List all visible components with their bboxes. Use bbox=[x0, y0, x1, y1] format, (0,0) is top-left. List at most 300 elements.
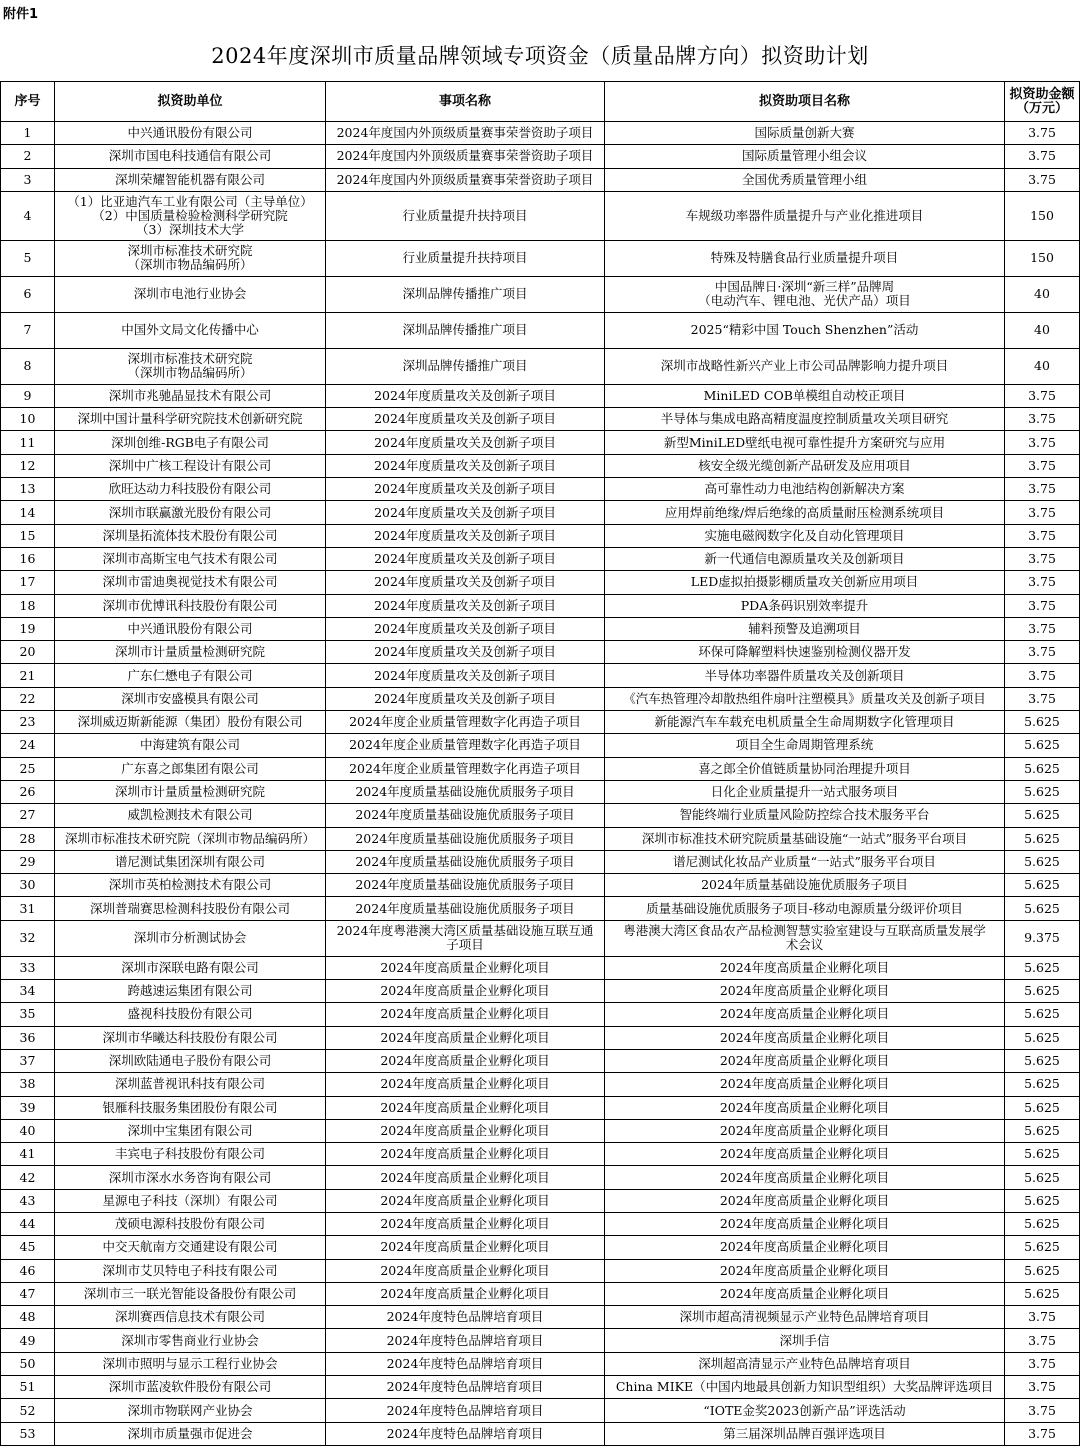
row-project: 2025“精彩中国 Touch Shenzhen”活动 bbox=[605, 312, 1005, 348]
row-unit: 中兴通讯股份有限公司 bbox=[55, 617, 326, 640]
row-item: 2024年度企业质量管理数字化再造子项目 bbox=[326, 757, 605, 780]
row-item: 2024年度特色品牌培育项目 bbox=[326, 1399, 605, 1422]
row-amount: 5.625 bbox=[1005, 1096, 1080, 1119]
row-project: LED虚拟拍摄影棚质量攻关创新应用项目 bbox=[605, 571, 1005, 594]
row-item: 2024年度质量基础设施优质服务子项目 bbox=[326, 804, 605, 827]
table-row bbox=[1, 431, 1080, 454]
table-row bbox=[1, 191, 1080, 240]
attachment-label: 附件1 bbox=[3, 7, 39, 22]
row-unit: 深圳市三一联光智能设备股份有限公司 bbox=[55, 1282, 326, 1305]
row-item: 2024年度高质量企业孵化项目 bbox=[326, 980, 605, 1003]
row-item: 2024年度特色品牌培育项目 bbox=[326, 1329, 605, 1352]
row-unit: （1）比亚迪汽车工业有限公司（主导单位） （2）中国质量检验检测科学研究院 （3）深圳技术大学 bbox=[55, 191, 326, 240]
table-row bbox=[1, 1119, 1080, 1142]
row-project: 项目全生命周期管理系统 bbox=[605, 734, 1005, 757]
row-unit: 中兴通讯股份有限公司 bbox=[55, 122, 326, 145]
row-project: 全国优秀质量管理小组 bbox=[605, 168, 1005, 191]
row-project: 2024年度高质量企业孵化项目 bbox=[605, 956, 1005, 979]
row-project: 半导体功率器件质量攻关及创新项目 bbox=[605, 664, 1005, 687]
row-project: 国际质量管理小组会议 bbox=[605, 145, 1005, 168]
row-unit: 深圳市优博讯科技股份有限公司 bbox=[55, 594, 326, 617]
row-project: PDA条码识别效率提升 bbox=[605, 594, 1005, 617]
row-amount: 3.75 bbox=[1005, 1306, 1080, 1329]
row-item: 2024年度国内外顶级质量赛事荣誉资助子项目 bbox=[326, 145, 605, 168]
row-seq: 7 bbox=[1, 312, 55, 348]
row-amount: 5.625 bbox=[1005, 1282, 1080, 1305]
table-row bbox=[1, 711, 1080, 734]
row-seq: 23 bbox=[1, 711, 55, 734]
row-item: 2024年度国内外顶级质量赛事荣誉资助子项目 bbox=[326, 122, 605, 145]
row-item: 行业质量提升扶持项目 bbox=[326, 191, 605, 240]
row-seq: 52 bbox=[1, 1399, 55, 1422]
row-item: 深圳品牌传播推广项目 bbox=[326, 312, 605, 348]
row-amount: 5.625 bbox=[1005, 1119, 1080, 1142]
row-project: 核安全级光缆创新产品研发及应用项目 bbox=[605, 454, 1005, 477]
row-unit: 深圳荣耀智能机器有限公司 bbox=[55, 168, 326, 191]
header-amount: 拟资助金额 （万元） bbox=[1005, 82, 1080, 122]
row-seq: 30 bbox=[1, 874, 55, 897]
row-amount: 5.625 bbox=[1005, 1049, 1080, 1072]
row-project: 深圳市超高清视频显示产业特色品牌培育项目 bbox=[605, 1306, 1005, 1329]
row-seq: 14 bbox=[1, 501, 55, 524]
page-title: 2024年度深圳市质量品牌领域专项资金（质量品牌方向）拟资助计划 bbox=[211, 44, 869, 68]
row-item: 2024年度高质量企业孵化项目 bbox=[326, 1212, 605, 1235]
row-amount: 3.75 bbox=[1005, 454, 1080, 477]
row-unit: 银雁科技服务集团股份有限公司 bbox=[55, 1096, 326, 1119]
row-project: 2024年质量基础设施优质服务子项目 bbox=[605, 874, 1005, 897]
row-amount: 3.75 bbox=[1005, 524, 1080, 547]
row-item: 2024年度高质量企业孵化项目 bbox=[326, 1166, 605, 1189]
table-row bbox=[1, 1212, 1080, 1235]
row-unit: 深圳市深水水务咨询有限公司 bbox=[55, 1166, 326, 1189]
row-unit: 茂硕电源科技股份有限公司 bbox=[55, 1212, 326, 1235]
row-unit: 深圳市深联电路有限公司 bbox=[55, 956, 326, 979]
row-seq: 22 bbox=[1, 687, 55, 710]
table-row bbox=[1, 980, 1080, 1003]
row-project: 2024年度高质量企业孵化项目 bbox=[605, 1003, 1005, 1026]
row-unit: 深圳中宝集团有限公司 bbox=[55, 1119, 326, 1142]
row-seq: 48 bbox=[1, 1306, 55, 1329]
row-amount: 3.75 bbox=[1005, 145, 1080, 168]
row-amount: 40 bbox=[1005, 348, 1080, 384]
row-amount: 3.75 bbox=[1005, 687, 1080, 710]
table-row bbox=[1, 547, 1080, 570]
row-project: 实施电磁阀数字化及自动化管理项目 bbox=[605, 524, 1005, 547]
row-item: 2024年度质量攻关及创新子项目 bbox=[326, 664, 605, 687]
row-seq: 35 bbox=[1, 1003, 55, 1026]
row-project: 2024年度高质量企业孵化项目 bbox=[605, 1026, 1005, 1049]
row-item: 2024年度高质量企业孵化项目 bbox=[326, 1003, 605, 1026]
row-item: 2024年度质量攻关及创新子项目 bbox=[326, 547, 605, 570]
row-item: 2024年度质量攻关及创新子项目 bbox=[326, 571, 605, 594]
row-amount: 5.625 bbox=[1005, 1026, 1080, 1049]
row-item: 2024年度高质量企业孵化项目 bbox=[326, 1026, 605, 1049]
table-row bbox=[1, 1049, 1080, 1072]
row-unit: 威凯检测技术有限公司 bbox=[55, 804, 326, 827]
row-seq: 29 bbox=[1, 850, 55, 873]
row-project: 深圳市标准技术研究院质量基础设施“一站式”服务平台项目 bbox=[605, 827, 1005, 850]
row-project: 新一代通信电源质量攻关及创新项目 bbox=[605, 547, 1005, 570]
table-row bbox=[1, 874, 1080, 897]
table-row bbox=[1, 850, 1080, 873]
table-row bbox=[1, 1306, 1080, 1329]
row-amount: 5.625 bbox=[1005, 780, 1080, 803]
row-seq: 34 bbox=[1, 980, 55, 1003]
header-item: 事项名称 bbox=[326, 82, 605, 122]
row-unit: 星源电子科技（深圳）有限公司 bbox=[55, 1189, 326, 1212]
row-amount: 3.75 bbox=[1005, 478, 1080, 501]
row-seq: 45 bbox=[1, 1236, 55, 1259]
header-seq: 序号 bbox=[1, 82, 55, 122]
row-seq: 32 bbox=[1, 920, 55, 956]
row-item: 2024年度高质量企业孵化项目 bbox=[326, 1236, 605, 1259]
row-unit: 中国外文局文化传播中心 bbox=[55, 312, 326, 348]
row-amount: 3.75 bbox=[1005, 547, 1080, 570]
row-unit: 深圳市艾贝特电子科技有限公司 bbox=[55, 1259, 326, 1282]
row-amount: 5.625 bbox=[1005, 1236, 1080, 1259]
row-seq: 9 bbox=[1, 384, 55, 407]
row-amount: 5.625 bbox=[1005, 1143, 1080, 1166]
row-seq: 39 bbox=[1, 1096, 55, 1119]
table-row bbox=[1, 145, 1080, 168]
row-project: 《汽车热管理冷却散热组件扇叶注塑模具》质量攻关及创新子项目 bbox=[605, 687, 1005, 710]
row-seq: 15 bbox=[1, 524, 55, 547]
row-seq: 17 bbox=[1, 571, 55, 594]
row-item: 2024年度质量攻关及创新子项目 bbox=[326, 687, 605, 710]
row-amount: 3.75 bbox=[1005, 1329, 1080, 1352]
table-row bbox=[1, 1259, 1080, 1282]
row-project: 应用焊前绝缘/焊后绝缘的高质量耐压检测系统项目 bbox=[605, 501, 1005, 524]
row-amount: 5.625 bbox=[1005, 804, 1080, 827]
row-amount: 9.375 bbox=[1005, 920, 1080, 956]
row-unit: 深圳市华曦达科技股份有限公司 bbox=[55, 1026, 326, 1049]
row-item: 2024年度高质量企业孵化项目 bbox=[326, 1259, 605, 1282]
row-amount: 5.625 bbox=[1005, 827, 1080, 850]
row-item: 2024年度高质量企业孵化项目 bbox=[326, 1143, 605, 1166]
row-amount: 5.625 bbox=[1005, 874, 1080, 897]
row-seq: 12 bbox=[1, 454, 55, 477]
table-row bbox=[1, 956, 1080, 979]
row-unit: 中交天航南方交通建设有限公司 bbox=[55, 1236, 326, 1259]
row-unit: 深圳赛西信息技术有限公司 bbox=[55, 1306, 326, 1329]
row-unit: 深圳市高斯宝电气技术有限公司 bbox=[55, 547, 326, 570]
row-item: 2024年度特色品牌培育项目 bbox=[326, 1376, 605, 1399]
table-row bbox=[1, 571, 1080, 594]
row-item: 2024年度质量基础设施优质服务子项目 bbox=[326, 780, 605, 803]
row-item: 行业质量提升扶持项目 bbox=[326, 240, 605, 276]
row-project: 谱尼测试化妆品产业质量“一站式”服务平台项目 bbox=[605, 850, 1005, 873]
row-amount: 5.625 bbox=[1005, 1073, 1080, 1096]
row-project: 2024年度高质量企业孵化项目 bbox=[605, 1236, 1005, 1259]
table-row bbox=[1, 122, 1080, 145]
row-seq: 26 bbox=[1, 780, 55, 803]
row-seq: 41 bbox=[1, 1143, 55, 1166]
row-seq: 8 bbox=[1, 348, 55, 384]
row-item: 2024年度质量攻关及创新子项目 bbox=[326, 454, 605, 477]
table-row bbox=[1, 804, 1080, 827]
row-project: 喜之郎全价值链质量协同治理提升项目 bbox=[605, 757, 1005, 780]
row-seq: 27 bbox=[1, 804, 55, 827]
row-seq: 1 bbox=[1, 122, 55, 145]
table-row bbox=[1, 348, 1080, 384]
row-project: 中国品牌日·深圳“新三样”品牌周 （电动汽车、锂电池、光伏产品）项目 bbox=[605, 276, 1005, 312]
table-row bbox=[1, 757, 1080, 780]
row-item: 2024年度企业质量管理数字化再造子项目 bbox=[326, 734, 605, 757]
header-project: 拟资助项目名称 bbox=[605, 82, 1005, 122]
table-body bbox=[1, 122, 1080, 1446]
table-row bbox=[1, 408, 1080, 431]
table-row bbox=[1, 1143, 1080, 1166]
row-project: 2024年度高质量企业孵化项目 bbox=[605, 1189, 1005, 1212]
row-item: 2024年度质量基础设施优质服务子项目 bbox=[326, 850, 605, 873]
row-seq: 16 bbox=[1, 547, 55, 570]
row-seq: 47 bbox=[1, 1282, 55, 1305]
table-row bbox=[1, 384, 1080, 407]
row-seq: 46 bbox=[1, 1259, 55, 1282]
row-amount: 5.625 bbox=[1005, 850, 1080, 873]
row-project: 2024年度高质量企业孵化项目 bbox=[605, 980, 1005, 1003]
row-unit: 深圳市英柏检测技术有限公司 bbox=[55, 874, 326, 897]
row-item: 2024年度国内外顶级质量赛事荣誉资助子项目 bbox=[326, 168, 605, 191]
row-project: 2024年度高质量企业孵化项目 bbox=[605, 1143, 1005, 1166]
table-row bbox=[1, 276, 1080, 312]
row-unit: 中海建筑有限公司 bbox=[55, 734, 326, 757]
row-project: 深圳超高清显示产业特色品牌培育项目 bbox=[605, 1352, 1005, 1375]
row-project: 车规级功率器件质量提升与产业化推进项目 bbox=[605, 191, 1005, 240]
row-item: 深圳品牌传播推广项目 bbox=[326, 348, 605, 384]
table-row bbox=[1, 1422, 1080, 1445]
row-seq: 53 bbox=[1, 1422, 55, 1445]
row-project: “IOTE金奖2023创新产品”评选活动 bbox=[605, 1399, 1005, 1422]
row-amount: 3.75 bbox=[1005, 501, 1080, 524]
row-item: 2024年度质量攻关及创新子项目 bbox=[326, 617, 605, 640]
row-project: 2024年度高质量企业孵化项目 bbox=[605, 1259, 1005, 1282]
row-project: 2024年度高质量企业孵化项目 bbox=[605, 1049, 1005, 1072]
row-seq: 44 bbox=[1, 1212, 55, 1235]
table-row bbox=[1, 1282, 1080, 1305]
row-project: 半导体与集成电路高精度温度控制质量攻关项目研究 bbox=[605, 408, 1005, 431]
row-unit: 深圳市物联网产业协会 bbox=[55, 1399, 326, 1422]
row-item: 2024年度高质量企业孵化项目 bbox=[326, 1073, 605, 1096]
row-amount: 5.625 bbox=[1005, 897, 1080, 920]
row-project: 质量基础设施优质服务子项目-移动电源质量分级评价项目 bbox=[605, 897, 1005, 920]
row-amount: 5.625 bbox=[1005, 757, 1080, 780]
row-seq: 21 bbox=[1, 664, 55, 687]
row-item: 2024年度特色品牌培育项目 bbox=[326, 1306, 605, 1329]
row-project: 深圳手信 bbox=[605, 1329, 1005, 1352]
row-project: China MIKE（中国内地最具创新力知识型组织）大奖品牌评选项目 bbox=[605, 1376, 1005, 1399]
row-unit: 深圳市蓝凌软件股份有限公司 bbox=[55, 1376, 326, 1399]
row-seq: 43 bbox=[1, 1189, 55, 1212]
row-item: 2024年度质量攻关及创新子项目 bbox=[326, 431, 605, 454]
row-amount: 3.75 bbox=[1005, 594, 1080, 617]
row-project: 2024年度高质量企业孵化项目 bbox=[605, 1282, 1005, 1305]
row-unit: 深圳蓝普视讯科技有限公司 bbox=[55, 1073, 326, 1096]
row-project: 2024年度高质量企业孵化项目 bbox=[605, 1119, 1005, 1142]
row-project: 国际质量创新大赛 bbox=[605, 122, 1005, 145]
row-seq: 20 bbox=[1, 641, 55, 664]
row-amount: 150 bbox=[1005, 240, 1080, 276]
table-row bbox=[1, 1003, 1080, 1026]
table-row bbox=[1, 312, 1080, 348]
row-unit: 深圳市标准技术研究院 （深圳市物品编码所） bbox=[55, 240, 326, 276]
row-project: 智能终端行业质量风险防控综合技术服务平台 bbox=[605, 804, 1005, 827]
row-project: 2024年度高质量企业孵化项目 bbox=[605, 1212, 1005, 1235]
row-seq: 4 bbox=[1, 191, 55, 240]
row-project: 2024年度高质量企业孵化项目 bbox=[605, 1166, 1005, 1189]
row-seq: 18 bbox=[1, 594, 55, 617]
row-item: 2024年度粤港澳大湾区质量基础设施互联互通 子项目 bbox=[326, 920, 605, 956]
row-seq: 31 bbox=[1, 897, 55, 920]
row-amount: 5.625 bbox=[1005, 1166, 1080, 1189]
row-unit: 深圳垦拓流体技术股份有限公司 bbox=[55, 524, 326, 547]
row-item: 2024年度特色品牌培育项目 bbox=[326, 1422, 605, 1445]
row-amount: 5.625 bbox=[1005, 1212, 1080, 1235]
row-seq: 25 bbox=[1, 757, 55, 780]
table-row bbox=[1, 897, 1080, 920]
row-amount: 3.75 bbox=[1005, 1352, 1080, 1375]
table-row bbox=[1, 454, 1080, 477]
row-project: 高可靠性动力电池结构创新解决方案 bbox=[605, 478, 1005, 501]
table-row bbox=[1, 1236, 1080, 1259]
row-unit: 深圳市照明与显示工程行业协会 bbox=[55, 1352, 326, 1375]
row-seq: 13 bbox=[1, 478, 55, 501]
table-row bbox=[1, 1166, 1080, 1189]
row-project: 2024年度高质量企业孵化项目 bbox=[605, 1073, 1005, 1096]
row-amount: 3.75 bbox=[1005, 571, 1080, 594]
row-unit: 欣旺达动力科技股份有限公司 bbox=[55, 478, 326, 501]
row-project: 日化企业质量提升一站式服务项目 bbox=[605, 780, 1005, 803]
row-seq: 5 bbox=[1, 240, 55, 276]
row-amount: 3.75 bbox=[1005, 431, 1080, 454]
row-item: 2024年度高质量企业孵化项目 bbox=[326, 1189, 605, 1212]
row-unit: 深圳市质量强市促进会 bbox=[55, 1422, 326, 1445]
row-unit: 深圳普瑞赛思检测科技股份有限公司 bbox=[55, 897, 326, 920]
row-item: 2024年度质量攻关及创新子项目 bbox=[326, 384, 605, 407]
row-unit: 深圳市电池行业协会 bbox=[55, 276, 326, 312]
row-seq: 49 bbox=[1, 1329, 55, 1352]
row-item: 2024年度质量攻关及创新子项目 bbox=[326, 478, 605, 501]
row-seq: 37 bbox=[1, 1049, 55, 1072]
row-unit: 深圳威迈斯新能源（集团）股份有限公司 bbox=[55, 711, 326, 734]
row-unit: 深圳创维-RGB电子有限公司 bbox=[55, 431, 326, 454]
row-project: 新型MiniLED壁纸电视可靠性提升方案研究与应用 bbox=[605, 431, 1005, 454]
row-seq: 3 bbox=[1, 168, 55, 191]
row-project: 新能源汽车车载充电机质量全生命周期数字化管理项目 bbox=[605, 711, 1005, 734]
row-item: 2024年度企业质量管理数字化再造子项目 bbox=[326, 711, 605, 734]
row-project: 辅料预警及追溯项目 bbox=[605, 617, 1005, 640]
row-item: 2024年度质量基础设施优质服务子项目 bbox=[326, 897, 605, 920]
row-amount: 5.625 bbox=[1005, 956, 1080, 979]
table-row bbox=[1, 478, 1080, 501]
table-row bbox=[1, 1376, 1080, 1399]
row-seq: 40 bbox=[1, 1119, 55, 1142]
funding-table bbox=[0, 81, 1080, 1446]
row-amount: 5.625 bbox=[1005, 1259, 1080, 1282]
row-unit: 谱尼测试集团深圳有限公司 bbox=[55, 850, 326, 873]
row-item: 2024年度质量攻关及创新子项目 bbox=[326, 594, 605, 617]
table-row bbox=[1, 1073, 1080, 1096]
row-unit: 深圳市零售商业行业协会 bbox=[55, 1329, 326, 1352]
row-unit: 广东喜之郎集团有限公司 bbox=[55, 757, 326, 780]
row-unit: 深圳市计量质量检测研究院 bbox=[55, 641, 326, 664]
row-item: 2024年度特色品牌培育项目 bbox=[326, 1352, 605, 1375]
row-seq: 33 bbox=[1, 956, 55, 979]
row-project: 粤港澳大湾区食品农产品检测智慧实验室建设与互联高质量发展学 术会议 bbox=[605, 920, 1005, 956]
row-seq: 38 bbox=[1, 1073, 55, 1096]
row-seq: 10 bbox=[1, 408, 55, 431]
table-row bbox=[1, 687, 1080, 710]
row-amount: 3.75 bbox=[1005, 641, 1080, 664]
row-unit: 深圳市联赢激光股份有限公司 bbox=[55, 501, 326, 524]
row-amount: 5.625 bbox=[1005, 734, 1080, 757]
row-project: 特殊及特膳食品行业质量提升项目 bbox=[605, 240, 1005, 276]
row-project: 环保可降解塑料快速鉴别检测仪器开发 bbox=[605, 641, 1005, 664]
table-row bbox=[1, 1189, 1080, 1212]
row-item: 2024年度高质量企业孵化项目 bbox=[326, 1049, 605, 1072]
table-row bbox=[1, 1352, 1080, 1375]
row-item: 2024年度高质量企业孵化项目 bbox=[326, 1282, 605, 1305]
table-row bbox=[1, 920, 1080, 956]
table-row bbox=[1, 1026, 1080, 1049]
row-unit: 深圳市兆驰晶显技术有限公司 bbox=[55, 384, 326, 407]
table-row bbox=[1, 1329, 1080, 1352]
row-amount: 3.75 bbox=[1005, 1422, 1080, 1445]
row-seq: 50 bbox=[1, 1352, 55, 1375]
row-unit: 深圳市标准技术研究院（深圳市物品编码所） bbox=[55, 827, 326, 850]
row-seq: 28 bbox=[1, 827, 55, 850]
row-amount: 3.75 bbox=[1005, 384, 1080, 407]
row-unit: 深圳市计量质量检测研究院 bbox=[55, 780, 326, 803]
table-row bbox=[1, 501, 1080, 524]
row-amount: 5.625 bbox=[1005, 711, 1080, 734]
row-unit: 跨越速运集团有限公司 bbox=[55, 980, 326, 1003]
row-unit: 深圳市雷迪奥视觉技术有限公司 bbox=[55, 571, 326, 594]
row-unit: 深圳市安盛模具有限公司 bbox=[55, 687, 326, 710]
row-item: 深圳品牌传播推广项目 bbox=[326, 276, 605, 312]
row-seq: 51 bbox=[1, 1376, 55, 1399]
row-amount: 3.75 bbox=[1005, 168, 1080, 191]
row-amount: 40 bbox=[1005, 276, 1080, 312]
row-seq: 36 bbox=[1, 1026, 55, 1049]
row-item: 2024年度质量基础设施优质服务子项目 bbox=[326, 827, 605, 850]
row-amount: 3.75 bbox=[1005, 1376, 1080, 1399]
table-row bbox=[1, 664, 1080, 687]
table-row bbox=[1, 1399, 1080, 1422]
row-unit: 深圳市标准技术研究院 （深圳市物品编码所） bbox=[55, 348, 326, 384]
row-amount: 3.75 bbox=[1005, 122, 1080, 145]
row-unit: 深圳中国计量科学研究院技术创新研究院 bbox=[55, 408, 326, 431]
table-row bbox=[1, 780, 1080, 803]
table-row bbox=[1, 168, 1080, 191]
row-amount: 3.75 bbox=[1005, 408, 1080, 431]
row-amount: 5.625 bbox=[1005, 1003, 1080, 1026]
row-item: 2024年度质量攻关及创新子项目 bbox=[326, 641, 605, 664]
row-seq: 24 bbox=[1, 734, 55, 757]
row-project: 2024年度高质量企业孵化项目 bbox=[605, 1096, 1005, 1119]
row-amount: 5.625 bbox=[1005, 980, 1080, 1003]
row-unit: 广东仁懋电子有限公司 bbox=[55, 664, 326, 687]
table-row bbox=[1, 594, 1080, 617]
row-project: 第三届深圳品牌百强评选项目 bbox=[605, 1422, 1005, 1445]
row-amount: 3.75 bbox=[1005, 1399, 1080, 1422]
row-unit: 丰宾电子科技股份有限公司 bbox=[55, 1143, 326, 1166]
row-amount: 5.625 bbox=[1005, 1189, 1080, 1212]
header-unit: 拟资助单位 bbox=[55, 82, 326, 122]
table-row bbox=[1, 617, 1080, 640]
row-item: 2024年度质量攻关及创新子项目 bbox=[326, 501, 605, 524]
row-project: 深圳市战略性新兴产业上市公司品牌影响力提升项目 bbox=[605, 348, 1005, 384]
